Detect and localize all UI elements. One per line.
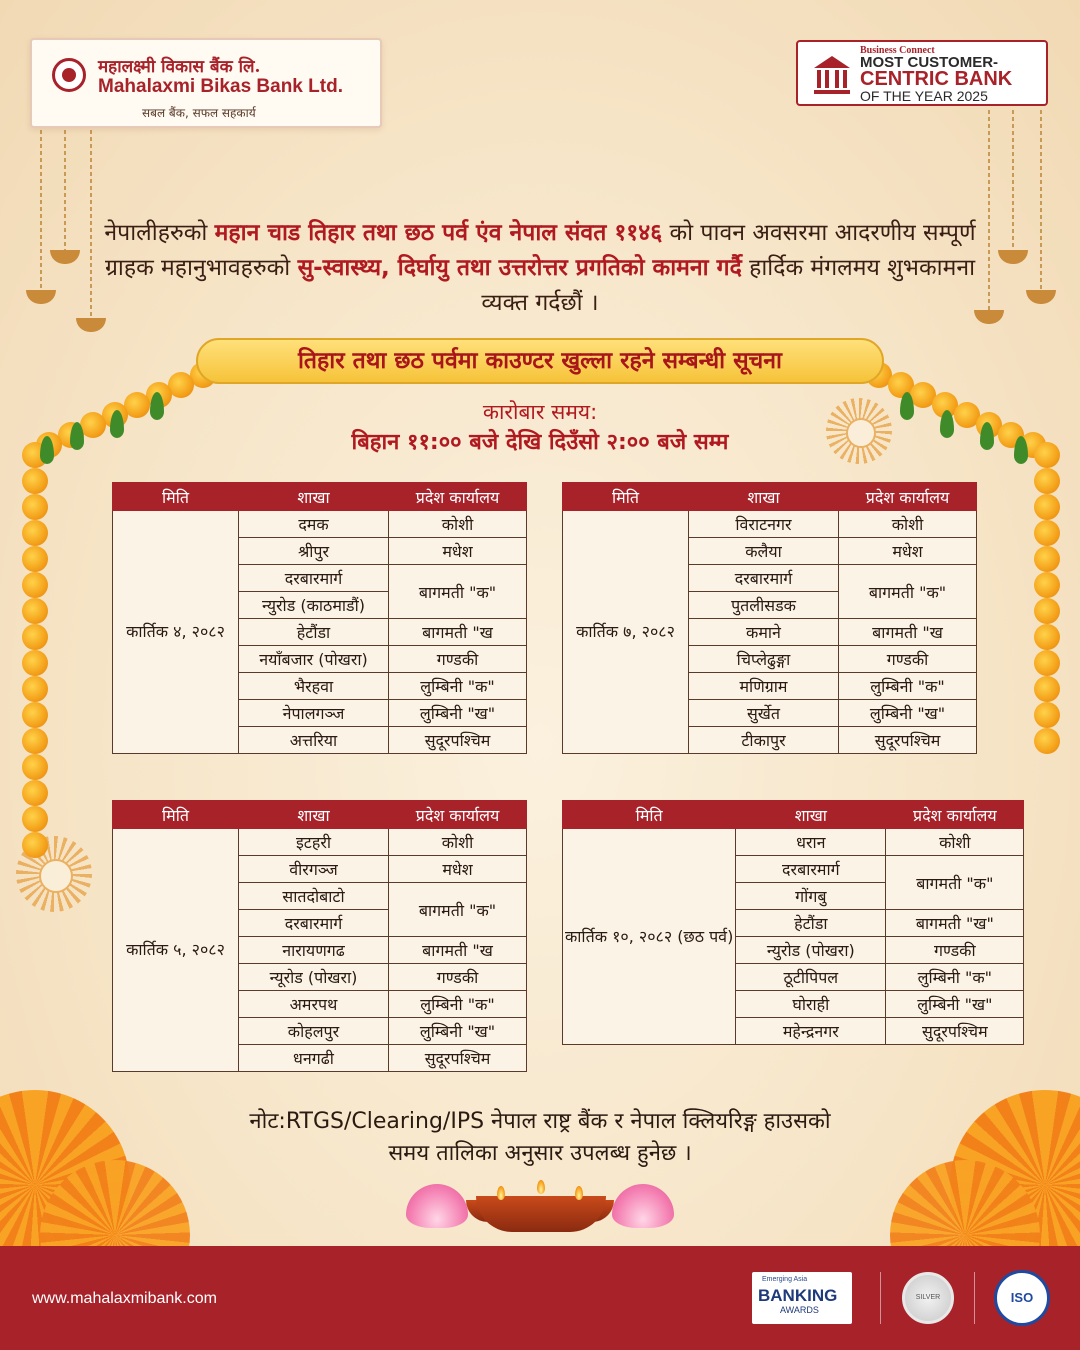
garland-bead: [1034, 572, 1060, 598]
office-cell: बागमती "ख: [389, 937, 527, 964]
office-cell: गण्डकी: [839, 646, 977, 673]
office-cell: लुम्बिनी "ख": [839, 700, 977, 727]
branch-cell: भैरहवा: [239, 673, 389, 700]
header-date: मिति: [113, 483, 239, 511]
header-office: प्रदेश कार्यालय: [886, 801, 1024, 829]
office-cell: गण्डकी: [886, 937, 1024, 964]
hanging-diya-icon: [50, 250, 80, 264]
garland-bead: [1034, 728, 1060, 754]
office-cell: लुम्बिनी "क": [389, 673, 527, 700]
office-cell: गण्डकी: [389, 964, 527, 991]
award-line-1: MOST CUSTOMER-: [860, 54, 999, 71]
branch-cell: दरबारमार्ग: [736, 856, 886, 883]
greeting-text: नेपालीहरुको: [104, 220, 215, 246]
office-cell: कोशी: [886, 829, 1024, 856]
office-cell: बागमती "क": [389, 883, 527, 937]
bank-building-icon: [812, 54, 852, 96]
header-office: प्रदेश कार्यालय: [839, 483, 977, 511]
award-badge: [796, 40, 1048, 106]
garland-bead: [1034, 546, 1060, 572]
garland-bead: [1034, 468, 1060, 494]
date-cell: कार्तिक ७, २०८२: [563, 511, 689, 754]
badge-banking-top: Emerging Asia: [762, 1276, 808, 1283]
branch-cell: सुर्खेत: [689, 700, 839, 727]
date-cell: कार्तिक १०, २०८२ (छठ पर्व): [563, 829, 736, 1045]
branch-cell: नारायणगढ: [239, 937, 389, 964]
branch-cell: दरबारमार्ग: [239, 910, 389, 937]
date-cell: कार्तिक ५, २०८२: [113, 829, 239, 1072]
branch-cell: वीरगञ्ज: [239, 856, 389, 883]
branch-cell: पुतलीसडक: [689, 592, 839, 619]
office-cell: सुदूरपश्चिम: [886, 1018, 1024, 1045]
garland-bead: [1034, 624, 1060, 650]
diya-icon: [476, 1196, 606, 1232]
table-row: [563, 511, 977, 538]
hanging-diya-icon: [998, 250, 1028, 264]
branch-cell: धरान: [736, 829, 886, 856]
office-cell: कोशी: [389, 829, 527, 856]
flame-icon: [537, 1180, 545, 1194]
transaction-time-label: कारोबार समय:: [482, 400, 598, 424]
badge-silver-label: SILVER: [915, 1294, 941, 1301]
branch-cell: कलैया: [689, 538, 839, 565]
office-cell: लुम्बिनी "क": [389, 991, 527, 1018]
table-row: [113, 511, 527, 538]
office-cell: लुम्बिनी "ख": [389, 1018, 527, 1045]
note-line-2: समय तालिका अनुसार उपलब्ध हुनेछ ।: [388, 1141, 692, 1166]
award-line-3: OF THE YEAR 2025: [860, 88, 988, 104]
garland-bead: [22, 468, 48, 494]
greeting-text: को पावन अवसरमा आदरणीय सम्पूर्ण ग्राहक महानुभावहरुको: [104, 220, 976, 281]
office-cell: लुम्बिनी "ख": [886, 991, 1024, 1018]
hanging-diya-icon: [1026, 290, 1056, 304]
garland-bead: [1034, 676, 1060, 702]
greeting-text: हार्दिक मंगलमय शुभकामना व्यक्त गर्दछौं ।: [481, 255, 976, 316]
lotus-icon: [612, 1184, 674, 1228]
office-cell: बागमती "ख: [839, 619, 977, 646]
award-brand: Business Connect: [860, 45, 935, 56]
branch-cell: घोराही: [736, 991, 886, 1018]
office-cell: मधेश: [389, 856, 527, 883]
branch-cell: दरबारमार्ग: [239, 565, 389, 592]
branch-cell: धनगढी: [239, 1045, 389, 1072]
badge-banking-sub: AWARDS: [780, 1305, 819, 1315]
branch-cell: टीकापुर: [689, 727, 839, 754]
office-cell: सुदूरपश्चिम: [839, 727, 977, 754]
branch-cell: हेटौंडा: [736, 910, 886, 937]
garland-bead: [22, 598, 48, 624]
schedule-table: [562, 482, 977, 754]
branch-cell: दरबारमार्ग: [689, 565, 839, 592]
diya-chain: [1012, 110, 1014, 250]
schedule-table: [562, 800, 1024, 1045]
garland-bead: [22, 780, 48, 806]
diya-chain: [1040, 110, 1042, 290]
branch-cell: अत्तरिया: [239, 727, 389, 754]
header-branch: शाखा: [736, 801, 886, 829]
branch-cell: इटहरी: [239, 829, 389, 856]
iso-certification-badge: [994, 1270, 1050, 1326]
flame-icon: [575, 1186, 583, 1200]
garland-bead: [22, 520, 48, 546]
office-cell: लुम्बिनी "क": [886, 964, 1024, 991]
branch-cell: नयाँबजार (पोखरा): [239, 646, 389, 673]
table-row: [563, 829, 1024, 856]
greeting-highlight-festival: महान चाड तिहार तथा छठ पर्व एंव नेपाल संवत ११४६: [214, 220, 663, 246]
garland-bead: [1034, 494, 1060, 520]
lotus-icon: [406, 1184, 468, 1228]
garland-bead: [22, 676, 48, 702]
header-date: मिति: [113, 801, 239, 829]
bank-name-english: Mahalaxmi Bikas Bank Ltd.: [98, 76, 343, 97]
office-cell: बागमती "ख: [389, 619, 527, 646]
bank-logo-box: [30, 38, 382, 128]
bank-name-nepali: महालक्ष्मी विकास बैंक लि.: [98, 57, 261, 77]
award-line-2: CENTRIC BANK: [860, 68, 1013, 90]
garland-bead: [22, 728, 48, 754]
garland-bead: [22, 754, 48, 780]
note-text: [80, 1106, 1000, 1170]
diya-chain: [40, 130, 42, 290]
office-cell: कोशी: [389, 511, 527, 538]
badge-iso-label: ISO: [1010, 1290, 1034, 1305]
branch-cell: महेन्द्रनगर: [736, 1018, 886, 1045]
note-line-1: नोट:RTGS/Clearing/IPS नेपाल राष्ट्र बैंक र नेपाल क्लियरिङ्ग हाउसको: [249, 1109, 831, 1134]
notice-banner: तिहार तथा छठ पर्वमा काउण्टर खुल्ला रहने सम्बन्धी सूचना: [196, 338, 884, 384]
header-date: मिति: [563, 801, 736, 829]
office-cell: बागमती "क": [839, 565, 977, 619]
office-cell: कोशी: [839, 511, 977, 538]
office-cell: बागमती "क": [886, 856, 1024, 910]
branch-cell: नेपालगञ्ज: [239, 700, 389, 727]
branch-cell: कमाने: [689, 619, 839, 646]
office-cell: सुदूरपश्चिम: [389, 727, 527, 754]
footer-bar: [0, 1246, 1080, 1350]
badge-banking-main: BANKING: [758, 1286, 838, 1305]
diya-chain: [64, 130, 66, 250]
garland-bead: [22, 546, 48, 572]
branch-cell: मणिग्राम: [689, 673, 839, 700]
website-link[interactable]: www.mahalaxmibank.com: [32, 1290, 217, 1307]
header-office: प्रदेश कार्यालय: [389, 801, 527, 829]
date-cell: कार्तिक ४, २०८२: [113, 511, 239, 754]
branch-cell: कोहलपुर: [239, 1018, 389, 1045]
branch-cell: हेटौंडा: [239, 619, 389, 646]
branch-cell: विराटनगर: [689, 511, 839, 538]
branch-cell: श्रीपुर: [239, 538, 389, 565]
garland-bead: [1034, 650, 1060, 676]
greeting-message: [90, 216, 990, 321]
garland-bead: [22, 806, 48, 832]
office-cell: लुम्बिनी "ख": [389, 700, 527, 727]
office-cell: लुम्बिनी "क": [839, 673, 977, 700]
transaction-time-value: बिहान ११:०० बजे देखि दिउँसो २:०० बजे सम्म: [351, 430, 729, 455]
branch-cell: न्युरोड (काठमाडौं): [239, 592, 389, 619]
branch-cell: सातदोबाटो: [239, 883, 389, 910]
office-cell: बागमती "ख": [886, 910, 1024, 937]
banking-awards-badge: [752, 1272, 852, 1324]
garland-bead: [22, 494, 48, 520]
header-branch: शाखा: [239, 801, 389, 829]
bank-tagline: सबल बैंक, सफल सहकार्य: [142, 106, 256, 120]
greeting-highlight-wishes: सु-स्वास्थ्य, दिर्घायु तथा उत्तरोत्तर प्रगतिको कामना गर्दै: [297, 255, 742, 281]
branch-cell: न्युरोड (पोखरा): [736, 937, 886, 964]
branch-cell: न्यूरोड (पोखरा): [239, 964, 389, 991]
schedule-table: [112, 482, 527, 754]
garland-bead: [1034, 520, 1060, 546]
garland-bead: [22, 832, 48, 858]
garland-bead: [22, 650, 48, 676]
office-cell: मधेश: [389, 538, 527, 565]
header-office: प्रदेश कार्यालय: [389, 483, 527, 511]
office-cell: बागमती "क": [389, 565, 527, 619]
footer-divider: [880, 1272, 881, 1324]
garland-bead: [22, 572, 48, 598]
hanging-diya-icon: [26, 290, 56, 304]
header-date: मिति: [563, 483, 689, 511]
branch-cell: अमरपथ: [239, 991, 389, 1018]
table-row: [113, 829, 527, 856]
branch-cell: गोंगबु: [736, 883, 886, 910]
header-branch: शाखा: [689, 483, 839, 511]
branch-cell: ठूटीपिपल: [736, 964, 886, 991]
footer-divider: [974, 1272, 975, 1324]
garland-bead: [22, 624, 48, 650]
silver-award-badge: [902, 1272, 954, 1324]
garland-bead: [1034, 702, 1060, 728]
flame-icon: [497, 1186, 505, 1200]
garland-bead: [1034, 598, 1060, 624]
garland-bead: [22, 702, 48, 728]
schedule-table: [112, 800, 527, 1072]
branch-cell: दमक: [239, 511, 389, 538]
header-branch: शाखा: [239, 483, 389, 511]
office-cell: गण्डकी: [389, 646, 527, 673]
office-cell: मधेश: [839, 538, 977, 565]
bank-emblem-icon: [52, 58, 86, 92]
office-cell: सुदूरपश्चिम: [389, 1045, 527, 1072]
branch-cell: चिप्लेढुङ्गा: [689, 646, 839, 673]
